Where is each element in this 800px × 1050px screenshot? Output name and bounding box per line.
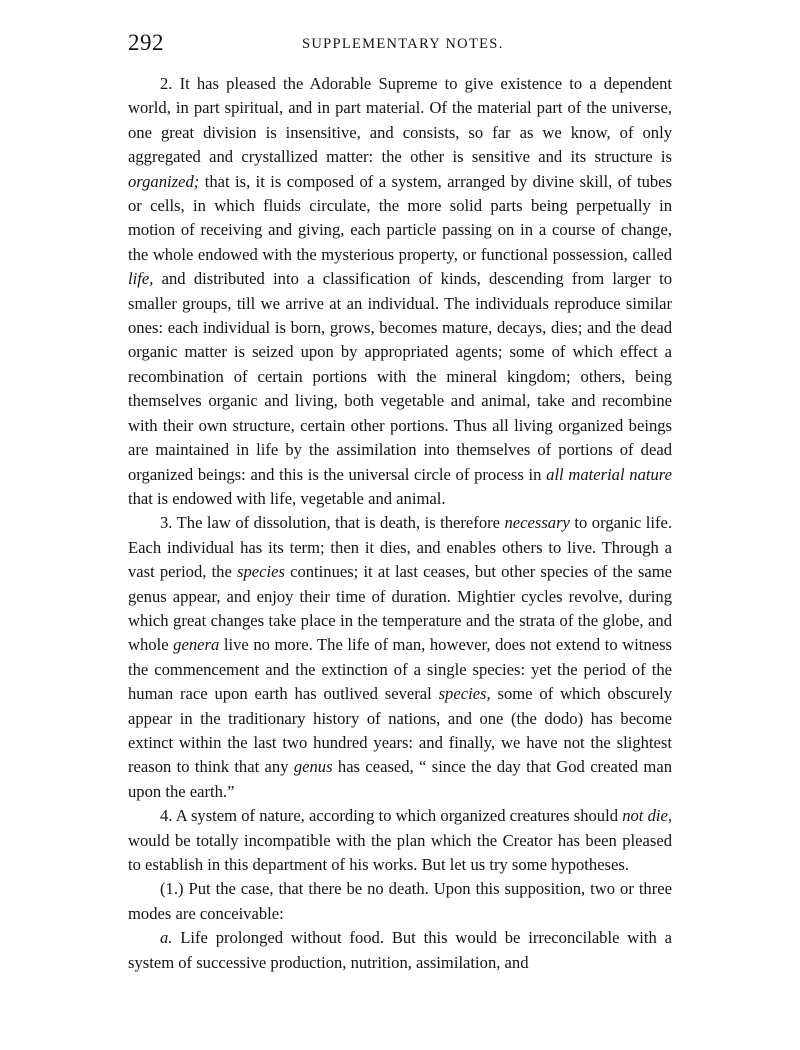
text-run: Life prolonged without food. But this would be irreconcilable with a system of successive production, nutrition, assimilation, and xyxy=(128,928,672,972)
italic-run: genus xyxy=(293,757,333,777)
paragraph-3 xyxy=(128,511,672,804)
text-run: that is endowed with life, vegetable and animal. xyxy=(128,488,446,508)
paragraph-sub-a xyxy=(128,926,672,975)
italic-run: organized; xyxy=(128,171,200,191)
text-run: that is, it is composed of a system, arranged by divine skill, of tubes or cells, in which fluids circulate, the more solid parts being perpetually in motion of receiving and giving, each particle passing on in a course of change, the whole endowed with the mysterious property, or functional possession, called xyxy=(128,171,672,264)
paragraph-number: (1.) xyxy=(160,879,184,899)
italic-run: species xyxy=(237,562,285,582)
paragraph-2 xyxy=(128,72,672,511)
text-run: Put the case, that there be no death. Upon this supposition, two or three modes are conceivable: xyxy=(128,879,672,923)
text-run: some of which obscurely appear in the traditionary history of nations, and one (the dodo) has become extinct within the last two hundred years: and finally, we have not the slightest reason to think that any xyxy=(128,684,672,777)
italic-run: all material nature xyxy=(546,464,672,484)
text-run: A system of nature, according to which organized creatures should xyxy=(172,806,623,826)
italic-run: species, xyxy=(438,684,491,704)
text-run: It has pleased the Adorable Supreme to give existence to a dependent world, in part spiritual, and in part material. Of the material part of the universe, one great division is insensitive, and consists, so far as we know, of only aggregated and crystallized matter: the other is sensitive and its structure is xyxy=(128,74,672,167)
italic-run: genera xyxy=(173,635,220,655)
paragraph-number: 3. xyxy=(160,513,173,533)
paragraph-number: 4. xyxy=(160,806,173,826)
text-run: and distributed into a classification of kinds, descending from larger to smaller groups, till we arrive at an individual. The individuals reproduce similar ones: each individual is born, grows, becomes mature, decays, dies; and the dead organic matter is seized upon by appropriated agents; some of which effect a recombination of certain portions with the mineral kingdom; others, being themselves organic and living, both vegetable and animal, take and recombine with their own structure, certain other portions. Thus all living organized beings are maintained in life by the assimilation into themselves of portions of dead organized beings: and this is the universal circle of process in xyxy=(128,269,672,484)
text-run: would be totally incompatible with the plan which the Creator has been pleased to establish in this department of his works. But let us try some hypotheses. xyxy=(128,830,672,874)
text-run: to organic life. Each individual has its term; then it dies, and enables others to live. Through a vast period, the xyxy=(128,513,672,582)
italic-run: life, xyxy=(128,269,154,289)
text-run: has ceased, “ since the day that God created man upon the earth.” xyxy=(128,757,672,801)
body-text xyxy=(128,72,672,975)
text-run: The law of dissolution, that is death, is therefore xyxy=(172,513,505,533)
paragraph-sub-1 xyxy=(128,877,672,926)
page-number: 292 xyxy=(128,30,164,55)
running-title: SUPPLEMENTARY NOTES. xyxy=(302,36,504,52)
text-run: continues; it at last ceases, but other species of the same genus appear, and enjoy their time of duration. Mightier cycles revolve, during which great changes take place in the temperature and the strata of the globe, and whole xyxy=(128,562,672,655)
italic-run: not die, xyxy=(622,806,672,826)
italic-run: necessary xyxy=(504,513,570,533)
paragraph-number: a. xyxy=(160,928,173,948)
paragraph-number: 2. xyxy=(160,74,173,93)
text-run: live no more. The life of man, however, does not extend to witness the commencement and the extinction of a single species: yet the period of the human race upon earth has outlived several xyxy=(128,635,672,704)
paragraph-4 xyxy=(128,804,672,877)
book-page xyxy=(128,30,672,975)
running-head xyxy=(128,30,672,58)
